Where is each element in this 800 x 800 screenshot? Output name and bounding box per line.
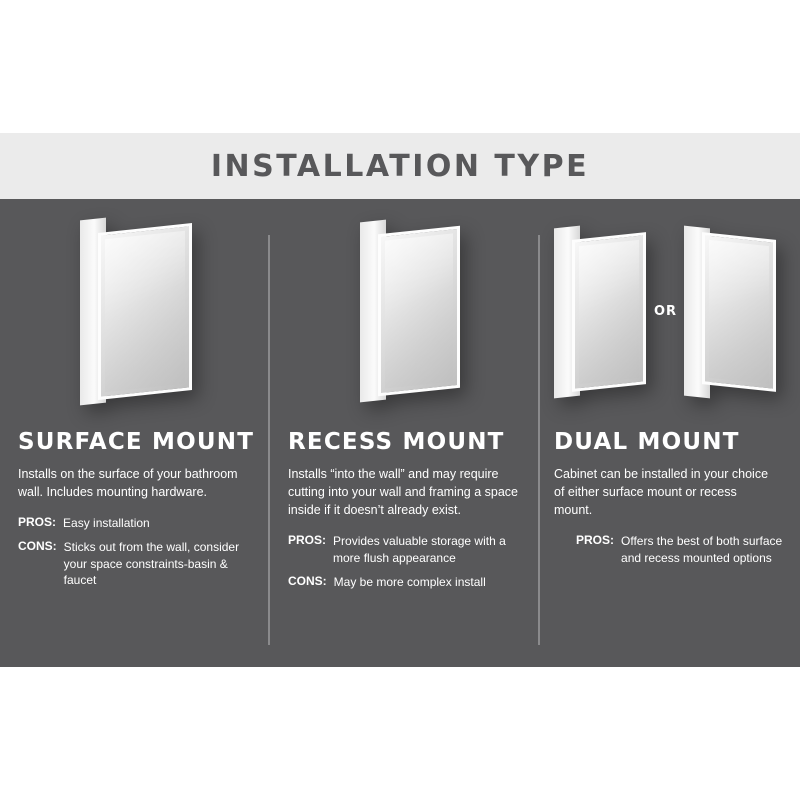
column-recess-mount [268, 199, 532, 667]
or-separator-label: OR [654, 304, 678, 319]
page-title: INSTALLATION TYPE [210, 148, 590, 184]
surface-mount-pros-row [18, 515, 258, 531]
dual-mount-description: Cabinet can be installed in your choice of either surface mount or recess mount. [554, 467, 769, 518]
cabinet-icon [360, 221, 460, 401]
pros-label: PROS: [18, 515, 57, 530]
surface-mount-title: SURFACE MOUNT [18, 429, 255, 455]
pros-text: Easy installation [63, 516, 150, 531]
cabinet-mirror-face [378, 226, 460, 397]
pros-label: PROS: [576, 533, 615, 548]
installation-type-infographic [0, 133, 800, 667]
recess-mount-cons-row [288, 574, 522, 590]
surface-mount-illustration [18, 199, 258, 429]
cabinet-mirror-face [572, 232, 646, 392]
recess-mount-text [282, 429, 522, 590]
cabinet-icon [684, 227, 776, 397]
surface-mount-description: Installs on the surface of your bathroom wall. Includes mounting hardware. [18, 467, 238, 500]
header-band [0, 133, 800, 199]
pros-label: PROS: [288, 533, 327, 548]
dual-mount-illustration [546, 199, 786, 429]
surface-mount-text [18, 429, 258, 588]
surface-mount-cons-row [18, 539, 258, 588]
dual-mount-text [546, 429, 786, 566]
cabinet-mirror-face [702, 232, 776, 392]
column-surface-mount [0, 199, 268, 667]
cabinet-icon [554, 227, 646, 397]
pros-text: Offers the best of both surface and recess mounted options [621, 534, 783, 565]
recess-mount-illustration [282, 199, 522, 429]
dual-mount-title: DUAL MOUNT [554, 429, 740, 455]
cabinet-mirror-face [98, 223, 192, 400]
recess-mount-title: RECESS MOUNT [288, 429, 505, 455]
pros-text: Provides valuable storage with a more flush appearance [333, 534, 506, 565]
recess-mount-pros-row [288, 533, 522, 565]
cons-label: CONS: [288, 573, 327, 588]
column-dual-mount [532, 199, 800, 667]
cons-text: Sticks out from the wall, consider your space constraints-basin & faucet [63, 540, 240, 587]
cons-label: CONS: [18, 539, 57, 554]
dual-mount-pros-row [554, 533, 786, 565]
columns-container [0, 199, 800, 667]
cabinet-icon [80, 219, 192, 404]
cons-text: May be more complex install [333, 574, 486, 589]
recess-mount-description: Installs “into the wall” and may require cutting into your wall and framing a space inside if it doesn’t already exist. [288, 467, 518, 518]
